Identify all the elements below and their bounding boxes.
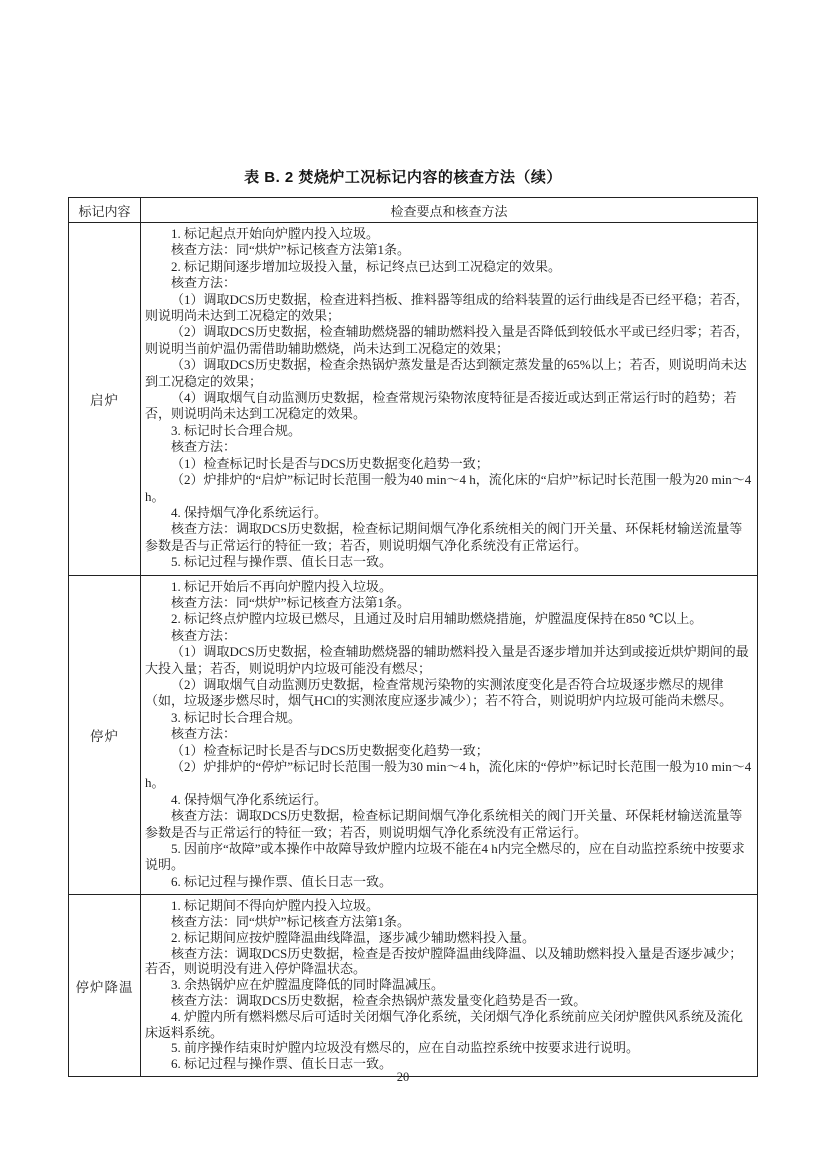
paragraph: （1）调取DCS历史数据，检查进料挡板、推料器等组成的给料装置的运行曲线是否已经平稳；若否，则说明尚未达到工况稳定的效果；	[145, 291, 749, 324]
paragraph: 核查方法：调取DCS历史数据，检查标记期间烟气净化系统相关的阀门开关量、环保耗材输送流量等参数是否与正常运行的特征一致；若否，则说明烟气净化系统没有正常运行。	[145, 521, 743, 553]
paragraph: 2. 标记终点炉膛内垃圾已燃尽，且通过及时启用辅助燃烧措施，炉膛温度保持在850 ℃以上。	[171, 611, 703, 627]
paragraph: 1. 标记起点开始向炉膛内投入垃圾。	[171, 226, 380, 241]
paragraph: 1. 标记开始后不再向炉膛内投入垃圾。	[171, 578, 393, 594]
row-content-tinglu	[141, 575, 758, 895]
paragraph: （2）调取烟气自动监测历史数据，检查常规污染物的实测浓度变化是否符合垃圾逐步燃尽的规律（如，垃圾逐步燃尽时，烟气HCl的实测浓度应逐步减少）；若不符合，则说明炉内垃圾可能尚未燃尽。	[145, 676, 733, 709]
paragraph: （1）检查标记时长是否与DCS历史数据变化趋势一致；	[171, 455, 489, 471]
paragraph: 2. 标记期间应按炉膛降温曲线降温，逐步减少辅助燃料投入量。	[171, 929, 536, 945]
table-row-tinglu-jiangwen	[69, 895, 758, 1077]
header-cell-check-method: 检查要点和核查方法	[141, 198, 758, 223]
paragraph: （4）调取烟气自动监测历史数据，检查常规污染物浓度特征是否接近或达到正常运行时的趋势；若否，则说明尚未达到工况稳定的效果。	[145, 390, 737, 422]
paragraph: 核查方法：同“烘炉”标记核查方法第1条。	[171, 594, 411, 610]
page-number: 20	[396, 1070, 410, 1084]
paragraph: 3. 标记时长合理合规。	[171, 709, 302, 725]
row-label-tinglu-jiangwen: 停炉降温	[69, 895, 141, 1077]
paragraph: （2）炉排炉的“停炉”标记时长范围一般为30 min～4 h，流化床的“停炉”标记时长范围一般为10 min～4 h。	[145, 759, 752, 791]
paragraph: 6. 标记过程与操作票、值长日志一致。	[171, 873, 393, 889]
paragraph: （2）炉排炉的“启炉”标记时长范围一般为40 min～4 h，流化床的“启炉”标记时长范围一般为20 min～4 h。	[145, 472, 752, 504]
row-label-tinglu: 停炉	[69, 575, 141, 895]
paragraph: 核查方法：	[171, 439, 237, 455]
paragraph: 核查方法：	[171, 275, 237, 291]
table-header-row	[69, 198, 758, 223]
paragraph: 核查方法：调取DCS历史数据，检查是否按炉膛降温曲线降温、以及辅助燃料投入量是否逐步减少；若否，则说明没有进入停炉降温状态。	[145, 945, 743, 977]
paragraph: 4. 保持烟气净化系统运行。	[171, 791, 328, 807]
header-cell-mark-content: 标记内容	[69, 198, 141, 223]
row-content-tinglu-jiangwen	[141, 895, 758, 1077]
paragraph: 5. 标记过程与操作票、值长日志一致。	[171, 554, 393, 570]
paragraph: 核查方法：调取DCS历史数据，检查标记期间烟气净化系统相关的阀门开关量、环保耗材输送流量等参数是否与正常运行的特征一致；若否，则说明烟气净化系统没有正常运行。	[145, 808, 743, 840]
paragraph: 核查方法：	[171, 627, 237, 643]
paragraph: 4. 炉膛内所有燃料燃尽后可适时关闭烟气净化系统，关闭烟气净化系统前应关闭炉膛供风系统及流化床返料系统。	[145, 1008, 744, 1040]
row-content-qilu	[141, 223, 758, 576]
paragraph: （2）调取DCS历史数据，检查辅助燃烧器的辅助燃料投入量是否降低到较低水平或已经归零；若否，则说明当前炉温仍需借助辅助燃烧，尚未达到工况稳定的效果；	[145, 324, 749, 356]
paragraph: （1）检查标记时长是否与DCS历史数据变化趋势一致；	[171, 742, 489, 758]
paragraph: 6. 标记过程与操作票、值长日志一致。	[171, 1056, 393, 1072]
paragraph: 5. 因前序“故障”或本操作中故障导致炉膛内垃圾不能在4 h内完全燃尽的，应在自动监控系统中按要求说明。	[145, 841, 745, 873]
paragraph: 3. 标记时长合理合规。	[171, 422, 302, 438]
paragraph: 5. 前序操作结束时炉膛内垃圾没有燃尽的，应在自动监控系统中按要求进行说明。	[171, 1040, 640, 1056]
table-row-tinglu	[69, 575, 758, 895]
table-title: 表 B. 2 焚烧炉工况标记内容的核查方法（续）	[244, 169, 562, 186]
paragraph: 4. 保持烟气净化系统运行。	[171, 504, 328, 520]
paragraph: 核查方法：同“烘炉”标记核查方法第1条。	[171, 914, 411, 930]
paragraph: 1. 标记期间不得向炉膛内投入垃圾。	[171, 898, 380, 914]
verification-table	[68, 197, 758, 1077]
row-label-qilu: 启炉	[69, 223, 141, 576]
paragraph: 核查方法：	[171, 726, 237, 742]
table-row-qilu	[69, 223, 758, 576]
paragraph: 核查方法：同“烘炉”标记核查方法第1条。	[171, 242, 411, 258]
table-body	[69, 223, 758, 1077]
paragraph: 2. 标记期间逐步增加垃圾投入量，标记终点已达到工况稳定的效果。	[171, 258, 562, 274]
paragraph: （3）调取DCS历史数据，检查余热锅炉蒸发量是否达到额定蒸发量的65%以上；若否，则说明尚未达到工况稳定的效果；	[145, 357, 747, 389]
paragraph: （1）调取DCS历史数据，检查辅助燃烧器的辅助燃料投入量是否逐步增加并达到或接近烘炉期间的最大投入量；若否，则说明炉内垃圾可能没有燃尽；	[145, 644, 749, 676]
paragraph: 3. 余热锅炉应在炉膛温度降低的同时降温减压。	[171, 977, 445, 993]
paragraph: 核查方法：调取DCS历史数据，检查余热锅炉蒸发量变化趋势是否一致。	[171, 993, 587, 1009]
